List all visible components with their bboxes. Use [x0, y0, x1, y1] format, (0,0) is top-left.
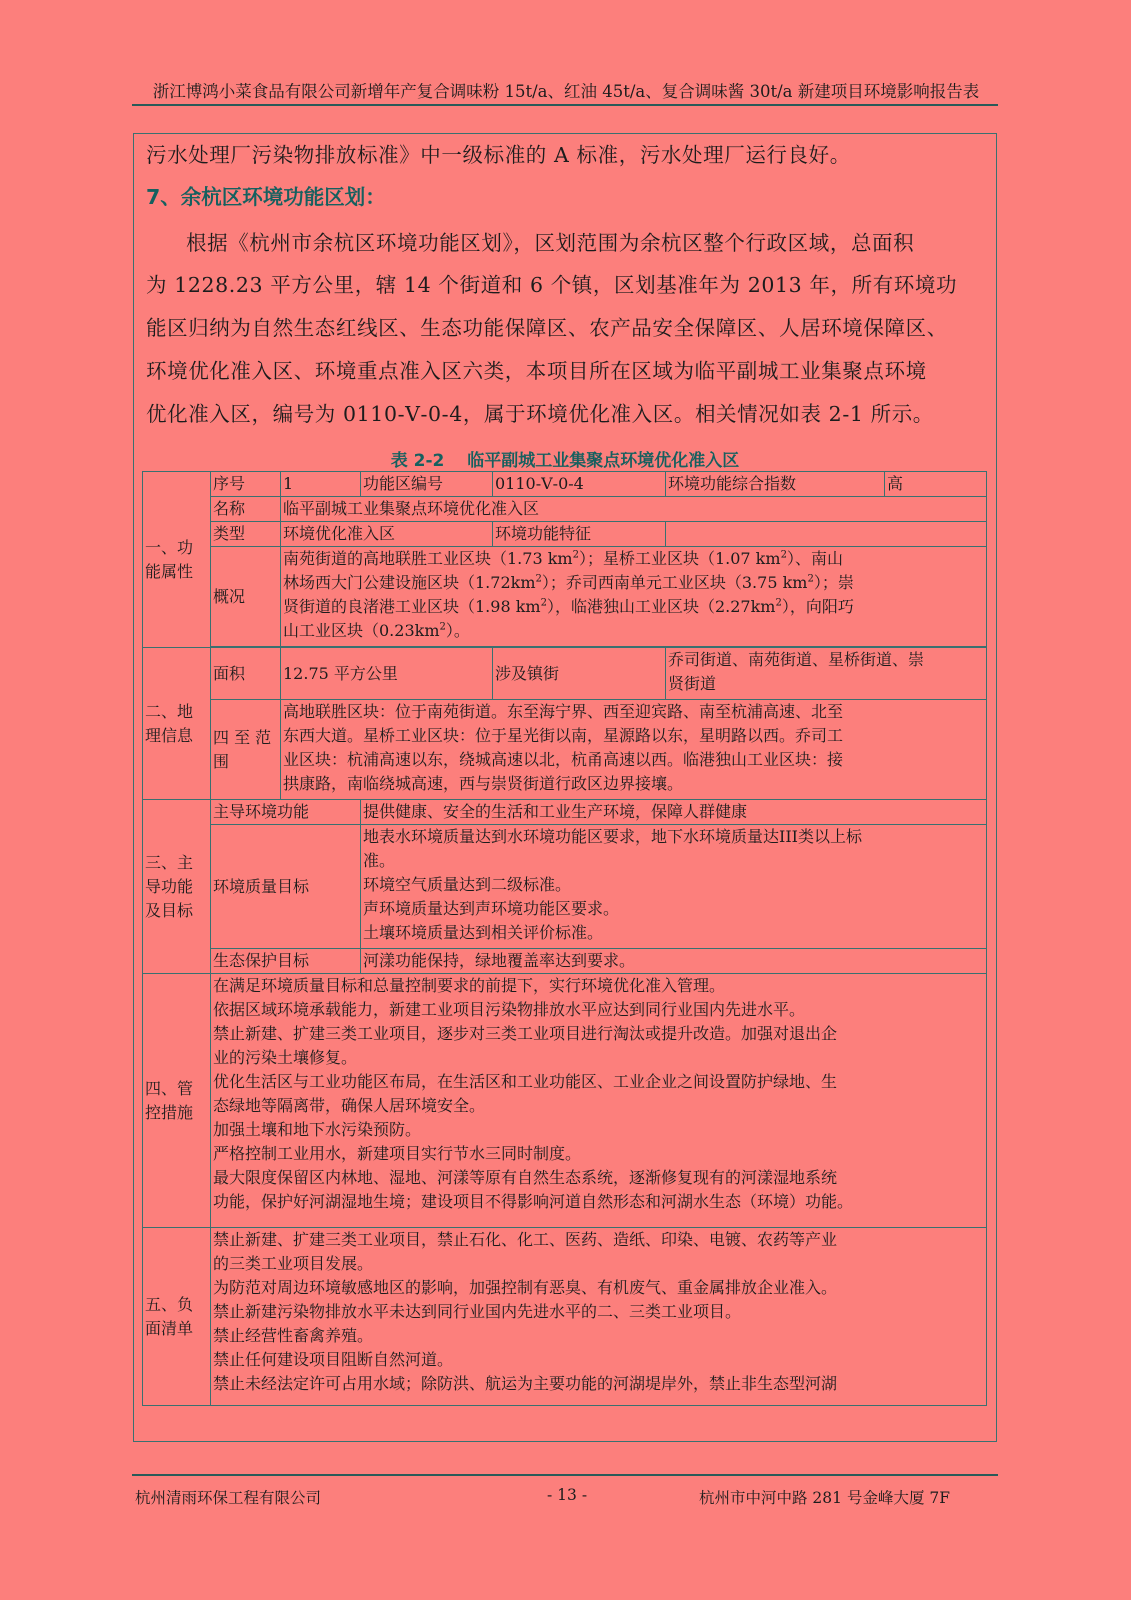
footer-page-number: - 13 - — [547, 1486, 588, 1504]
control-measures: 在满足环境质量目标和总量控制要求的前提下，实行环境优化准入管理。 依据区域环境承载能力，新建工业项目污染物排放水平应达到同行业国内先进水平。 禁止新建、扩建三类工业项目，逐步对三类工业项目进行淘汰或提升改造。加强对退出企 业的污染土壤修复。 优化生活区与工业功能区布局，在生活区和工业功能区、工业企业之间设置防护绿地、生 态绿地等隔离带，确保人居环境安全。 加强土壤和地下水污染预防。 严格控制工业用水，新建项目实行节水三同时制度。 最大限度保留区内林地、湿地、河漾等原有自然生态系统，逐渐修复现有的河漾湿地系统 功能，保护好河湖湿地生境；建设项目不得影响河道自然形态和河湖水生态（环境）功能。 — [211, 974, 987, 1228]
index-label: 环境功能综合指数 — [666, 472, 885, 497]
area-value: 12.75 平方公里 — [281, 648, 493, 700]
negative-list: 禁止新建、扩建三类工业项目，禁止石化、化工、医药、造纸、印染、电镀、农药等产业 的三类工业项目发展。 为防范对周边环境敏感地区的影响，加强控制有恶臭、有机废气、重金属排放企业准入。 禁止新建污染物排放水平未达到同行业国内先进水平的二、三类工业项目。 禁止经营性畜禽养殖。 禁止任何建设项目阻断自然河道。 禁止未经法定许可占用水域；除防洪、航运为主要功能的河湖堤岸外，禁止非生态型河湖 — [211, 1228, 987, 1406]
zone-table — [142, 471, 987, 1406]
paragraph-line: 环境优化准入区、环境重点准入区六类，本项目所在区域为临平副城工业集聚点环境 — [146, 359, 927, 383]
bounds-label: 四 至 范 围 — [211, 700, 281, 800]
section-label: 三、主 导功能 及目标 — [143, 800, 211, 974]
section-label: 二、地 理信息 — [143, 648, 211, 800]
footer-rule — [132, 1474, 998, 1476]
quality-target-label: 环境质量目标 — [211, 825, 361, 949]
type-value: 环境优化准入区 — [281, 522, 493, 547]
section-label: 一、功 能属性 — [143, 472, 211, 648]
seq-label: 序号 — [211, 472, 281, 497]
area-label: 面积 — [211, 648, 281, 700]
streets-label: 涉及镇街 — [493, 648, 666, 700]
eco-target-value: 河漾功能保持，绿地覆盖率达到要求。 — [361, 949, 987, 974]
code-value: 0110-Ⅴ-0-4 — [493, 472, 666, 497]
footer-address: 杭州市中河中路 281 号金峰大厦 7F — [699, 1489, 950, 1507]
paragraph-line: 优化准入区，编号为 0110-Ⅴ-0-4，属于环境优化准入区。相关情况如表 2-1 所示。 — [146, 402, 934, 426]
eco-target-label: 生态保护目标 — [211, 949, 361, 974]
bounds-value: 高地联胜区块：位于南苑街道。东至海宁界、西至迎宾路、南至杭浦高速、北至 东西大道。星桥工业区块：位于星光街以南，星源路以东，星明路以西。乔司工 业区块：杭浦高速以东，绕城高速以北，杭甬高速以西。临港独山工业区块：接 拱康路，南临绕城高速，西与崇贤街道行政区边界接壤。 — [281, 700, 987, 800]
header-rule — [132, 104, 998, 106]
name-value: 临平副城工业集聚点环境优化准入区 — [281, 497, 987, 522]
paragraph-line: 根据《杭州市余杭区环境功能区划》，区划范围为余杭区整个行政区域，总面积 — [186, 231, 915, 255]
quality-target-value: 地表水环境质量达到水环境功能区要求，地下水环境质量达III类以上标 准。 环境空气质量达到二级标准。 声环境质量达到声环境功能区要求。 土壤环境质量达到相关评价标准。 — [361, 825, 987, 949]
footer-company: 杭州清雨环保工程有限公司 — [135, 1489, 322, 1507]
overview-label: 概况 — [211, 547, 281, 647]
name-label: 名称 — [211, 497, 281, 522]
section-heading: 7、余杭区环境功能区划： — [146, 185, 386, 209]
feature-value — [666, 522, 987, 547]
paragraph-line: 能区归纳为自然生态红线区、生态功能保障区、农产品安全保障区、人居环境保障区、 — [146, 316, 948, 340]
table-caption: 表 2-2 临平副城工业集聚点环境优化准入区 — [390, 451, 740, 471]
main-function-label: 主导环境功能 — [211, 800, 361, 825]
page-header: 浙江博鸿小菜食品有限公司新增年产复合调味粉 15t/a、红油 45t/a、复合调味酱 30t/a 新建项目环境影响报告表 — [152, 82, 980, 101]
seq-value: 1 — [281, 472, 361, 497]
section-label: 四、管 控措施 — [143, 974, 211, 1228]
section-label: 五、负 面清单 — [143, 1228, 211, 1406]
feature-label: 环境功能特征 — [493, 522, 666, 547]
type-label: 类型 — [211, 522, 281, 547]
continuation-text: 污水处理厂污染物排放标准》中一级标准的 A 标准，污水处理厂运行良好。 — [146, 143, 851, 167]
streets-value: 乔司街道、南苑街道、星桥街道、崇 贤街道 — [666, 648, 987, 700]
overview-value: 南苑街道的高地联胜工业区块（1.73 $km^2$）；星桥工业区块（1.07 $km^2$）、南山 林场西大门公建设施区块$(1.72km^2)$；乔司西南单元工业区块（3.75 $km^2$）；崇 贤街道的良渚港工业区块（1.98 $km^2$），临港独山工业区块$(2.27km^2)$，向阳巧 山工业区块$(0.23km^2)$。 — [281, 547, 987, 647]
code-label: 功能区编号 — [361, 472, 493, 497]
main-function-value: 提供健康、安全的生活和工业生产环境，保障人群健康 — [361, 800, 987, 825]
paragraph-line: 为 1228.23 平方公里，辖 14 个街道和 6 个镇，区划基准年为 2013 年，所有环境功 — [146, 273, 958, 297]
index-value: 高 — [885, 472, 987, 497]
